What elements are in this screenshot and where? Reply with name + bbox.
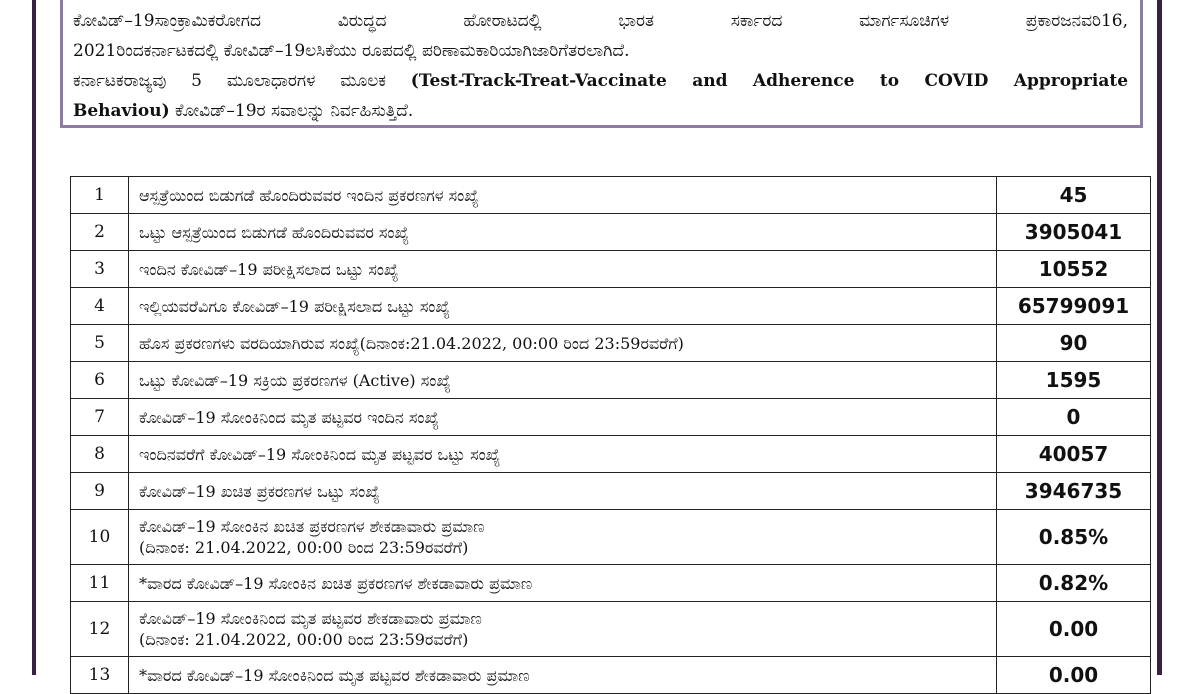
row-value: 3946735 [997,473,1151,510]
stats-table-body [71,177,1151,694]
row-number: 12 [71,602,129,657]
row-value: 0.00 [997,602,1151,657]
table-row [71,362,1151,399]
row-number: 8 [71,436,129,473]
table-row [71,399,1151,436]
notice-line-1: ಕೋವಿಡ್–19ಸಾಂಕ್ರಾಮಿಕರೋಗದ ವಿರುದ್ಧದ ಹೋರಾಟದಲ್ಲಿ ಭಾರತ ಸರ್ಕಾರದ ಮಾರ್ಗಸೂಚಿಗಳ ಪ್ರಕಾರಜನವರಿ16, [73,11,1128,31]
table-row [71,565,1151,602]
row-description [129,214,997,251]
row-number: 1 [71,177,129,214]
table-row [71,473,1151,510]
row-value: 0.85% [997,510,1151,565]
row-description [129,657,997,694]
row-description [129,325,997,362]
row-description-text: ಕೋವಿಡ್–19 ಸೋಂಕಿನಿಂದ ಮೃತ ಪಟ್ಟವರ ಇಂದಿನ ಸಂಖ್ಯೆ [139,407,439,427]
row-description [129,565,997,602]
row-description-text: ಒಟ್ಟು ಆಸ್ಪತ್ರೆಯಿಂದ ಬಿಡುಗಡೆ ಹೊಂದಿರುವವರ ಸಂಖ್ಯೆ [139,222,409,242]
row-description-text: ಕೋವಿಡ್–19 ಖಚಿತ ಪ್ರಕರಣಗಳ ಒಟ್ಟು ಸಂಖ್ಯೆ [139,481,380,501]
row-description-text: ಇಲ್ಲಿಯವರೆವಿಗೂ ಕೋವಿಡ್–19 ಪರೀಕ್ಷಿಸಲಾದ ಒಟ್ಟು ಸಂಖ್ಯೆ [139,296,450,316]
row-value: 0.00 [997,657,1151,694]
notice-line-4 [73,96,1128,126]
row-description-text: ಕೋವಿಡ್–19 ಸೋಂಕಿನಿಂದ ಮೃತ ಪಟ್ಟವರ ಶೇಕಡಾವಾರು ಪ್ರಮಾಣ [139,609,482,628]
row-description-text: ಆಸ್ಪತ್ರೆಯಿಂದ ಬಿಡುಗಡೆ ಹೊಂದಿರುವವರ ಇಂದಿನ ಪ್ರಕರಣಗಳ ಸಂಖ್ಯೆ [139,185,479,205]
row-description [129,288,997,325]
row-description-text: ಕೋವಿಡ್–19 ಸೋಂಕಿನ ಖಚಿತ ಪ್ರಕರಣಗಳ ಶೇಕಡಾವಾರು ಪ್ರಮಾಣ [139,517,485,536]
table-row [71,602,1151,657]
notice-line-2: 2021ರಿಂದಕರ್ನಾಟಕದಲ್ಲಿ ಕೋವಿಡ್–19ಲಸಿಕೆಯು ರೂಪದಲ್ಲಿ ಪರಿಣಾಮಕಾರಿಯಾಗಿಜಾರಿಗೆತರಲಾಗಿದೆ. [73,41,630,61]
row-number: 2 [71,214,129,251]
table-row [71,288,1151,325]
row-value: 65799091 [997,288,1151,325]
row-number: 3 [71,251,129,288]
row-number: 7 [71,399,129,436]
page-border-right [1157,0,1162,675]
table-row [71,325,1151,362]
row-number: 6 [71,362,129,399]
row-value: 0 [997,399,1151,436]
row-description [129,177,997,214]
row-value: 1595 [997,362,1151,399]
row-number: 11 [71,565,129,602]
row-description-text: ಇಂದಿನ ಕೋವಿಡ್–19 ಪರೀಕ್ಷಿಸಲಾದ ಒಟ್ಟು ಸಂಖ್ಯೆ [139,259,399,279]
row-value: 10552 [997,251,1151,288]
row-description-text: ಇಂದಿನವರೆಗೆ ಕೋವಿಡ್–19 ಸೋಂಕಿನಿಂದ ಮೃತ ಪಟ್ಟವರ ಒಟ್ಟು ಸಂಖ್ಯೆ [139,444,501,464]
row-number: 10 [71,510,129,565]
row-description [129,251,997,288]
row-value: 45 [997,177,1151,214]
row-description-date: (ದಿನಾಂಕ: 21.04.2022, 00:00 ರಿಂದ 23:59ರವರೆಗೆ) [139,538,469,557]
row-description-text: *ವಾರದ ಕೋವಿಡ್–19 ಸೋಂಕಿನಿಂದ ಮೃತ ಪಟ್ಟವರ ಶೇಕಡಾವಾರು ಪ್ರಮಾಣ [139,665,530,685]
covid-stats-table [70,176,1151,694]
row-description-text: *ವಾರದ ಕೋವಿಡ್–19 ಸೋಂಕಿನ ಖಚಿತ ಪ್ರಕರಣಗಳ ಶೇಕಡಾವಾರು ಪ್ರಮಾಣ [139,573,533,593]
row-description [129,399,997,436]
table-row [71,657,1151,694]
row-description [129,362,997,399]
notice-box [60,0,1143,128]
row-value: 3905041 [997,214,1151,251]
row-number: 13 [71,657,129,694]
table-row [71,251,1151,288]
row-description [129,473,997,510]
row-description-date: (ದಿನಾಂಕ: 21.04.2022, 00:00 ರಿಂದ 23:59ರವರೆಗೆ) [139,630,469,649]
notice-pillars-english: (Test-Track-Treat-Vaccinate and Adherence to COVID Appropriate [410,71,1129,91]
row-value: 0.82% [997,565,1151,602]
notice-behaviour: Behaviou) [73,101,170,121]
row-value: 40057 [997,436,1151,473]
row-value: 90 [997,325,1151,362]
table-row [71,436,1151,473]
row-number: 9 [71,473,129,510]
table-row [71,177,1151,214]
table-row [71,214,1151,251]
row-description-text: ಹೊಸ ಪ್ರಕರಣಗಳು ವರದಿಯಾಗಿರುವ ಸಂಖ್ಯೆ(ದಿನಾಂಕ:21.04.2022, 00:00 ರಿಂದ 23:59ರವರೆಗೆ) [139,333,684,353]
page-border-left [32,0,36,675]
row-description [129,436,997,473]
notice-pillars-prefix: ಕರ್ನಾಟಕರಾಜ್ಯವು 5 ಮೂಲಾಧಾರಗಳ ಮೂಲಕ [73,71,386,91]
row-number: 5 [71,325,129,362]
row-description-text: ಒಟ್ಟು ಕೋವಿಡ್–19 ಸಕ್ರಿಯ ಪ್ರಕರಣಗಳ (Active) ಸಂಖ್ಯೆ [139,370,451,390]
row-description [129,602,997,657]
row-number: 4 [71,288,129,325]
table-row [71,510,1151,565]
notice-line-3 [73,66,1128,96]
notice-suffix: ಕೋವಿಡ್–19ರ ಸವಾಲನ್ನು ನಿರ್ವಹಿಸುತ್ತಿದೆ. [175,101,414,121]
row-description [129,510,997,565]
